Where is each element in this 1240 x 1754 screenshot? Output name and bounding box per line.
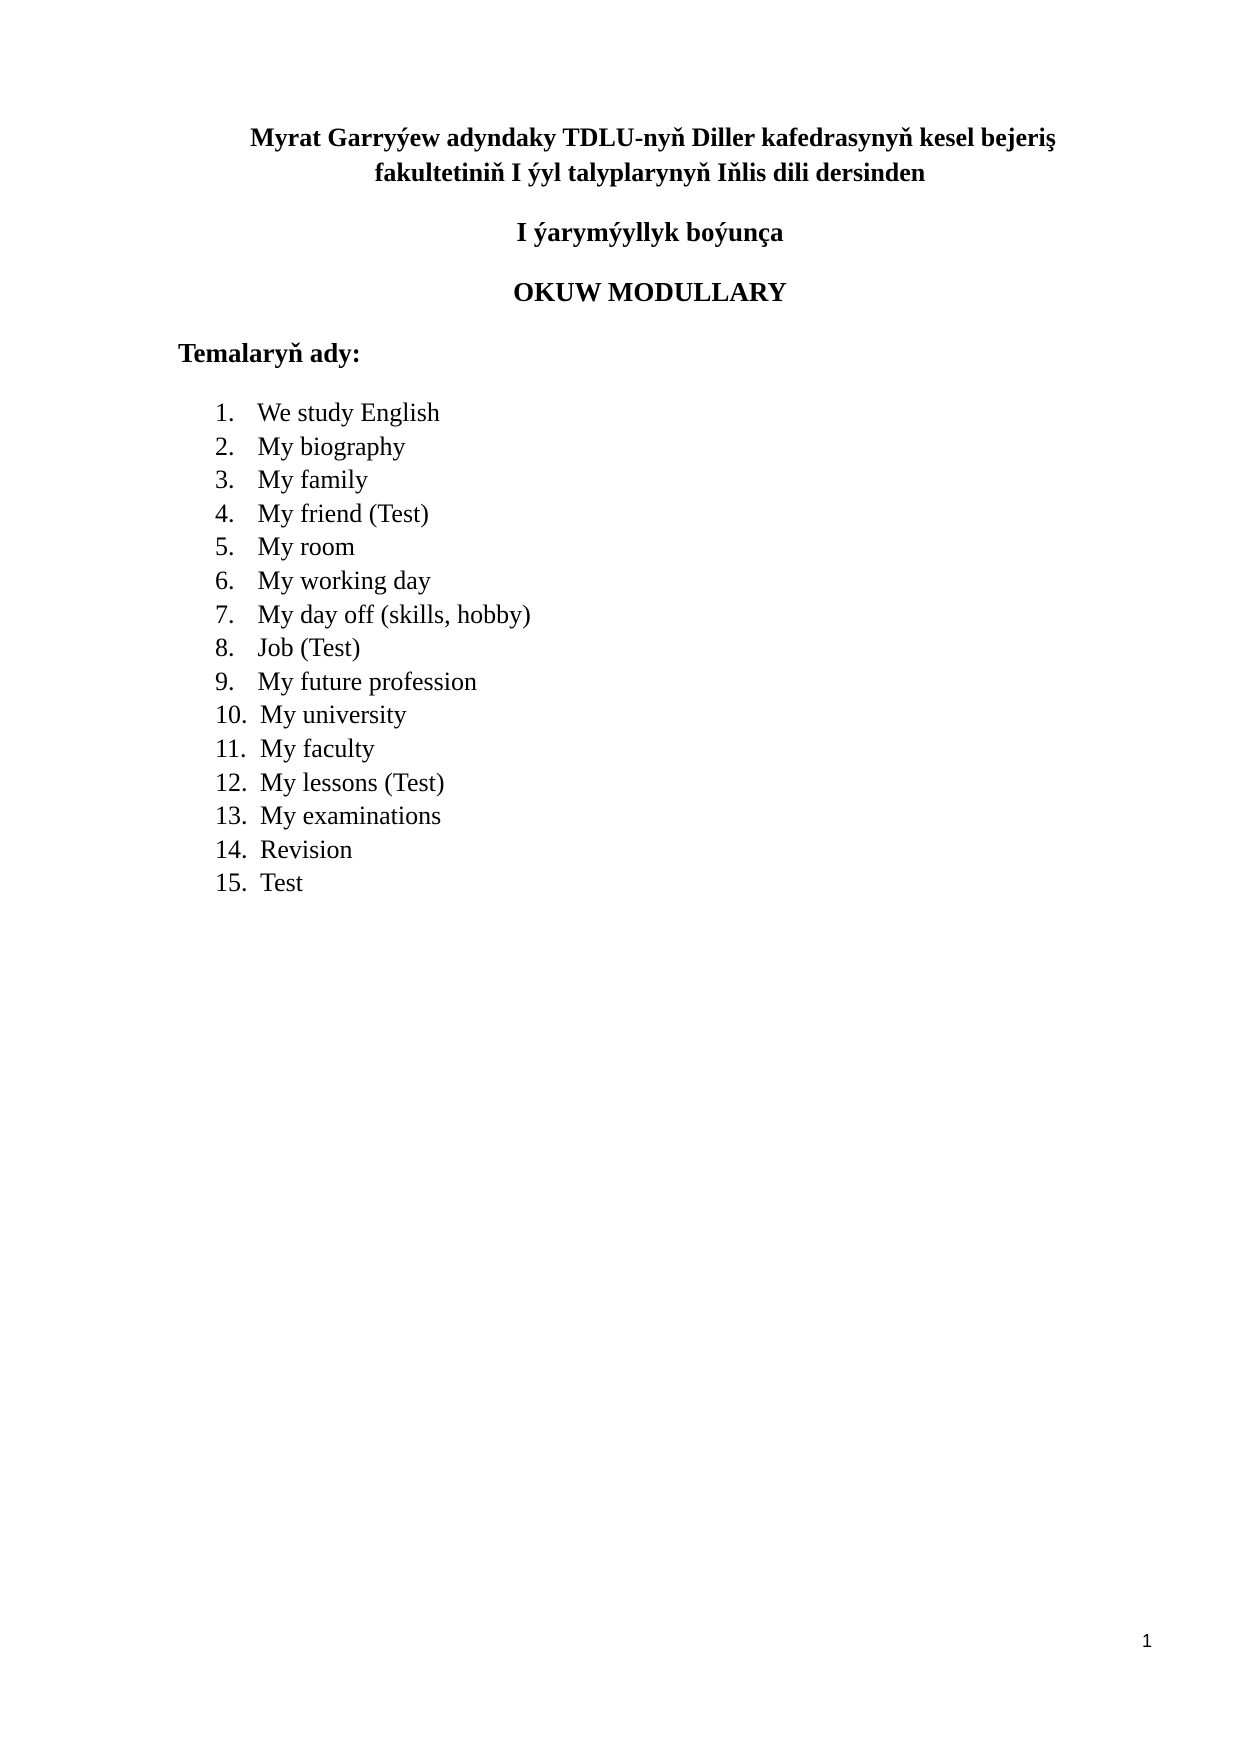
topic-text: My future profession — [257, 666, 478, 696]
page-number: 1 — [1141, 1631, 1152, 1651]
document-title: OKUW MODULLARY — [513, 277, 787, 307]
topic-number: 6. — [215, 565, 235, 595]
topic-number: 9. — [215, 666, 235, 696]
topic-item — [215, 766, 531, 800]
topic-text: My examinations — [260, 801, 442, 831]
topic-number: 13. — [215, 801, 248, 831]
topic-text: My lessons (Test) — [260, 767, 445, 797]
topic-item — [215, 665, 531, 699]
topic-number: 8. — [215, 633, 235, 663]
topic-item — [215, 698, 531, 732]
semester-heading: I ýarymýyllyk boýunça — [516, 217, 784, 247]
topic-number: 11. — [215, 733, 247, 763]
topic-text: Job (Test) — [257, 633, 361, 663]
topic-number: 15. — [215, 868, 248, 898]
topic-text: My biography — [257, 431, 406, 461]
topic-list — [215, 396, 531, 900]
topic-text: We study English — [257, 398, 440, 427]
topic-number: 14. — [215, 834, 248, 864]
topic-text: My university — [260, 700, 407, 730]
topic-item — [215, 598, 531, 632]
topic-item — [215, 799, 531, 833]
topic-item — [215, 497, 531, 531]
topic-item — [215, 631, 531, 665]
topic-number: 5. — [215, 532, 235, 562]
topic-item — [215, 564, 531, 598]
topic-item — [215, 866, 531, 900]
topic-number: 12. — [215, 767, 248, 797]
topic-item — [215, 732, 531, 766]
header-line-1: Myrat Garryýew adyndaky TDLU-nyň Diller kafedrasynyň kesel bejeriş — [250, 123, 1056, 152]
topic-text: My friend (Test) — [257, 498, 429, 528]
topic-item — [215, 396, 531, 430]
topic-text: Test — [260, 868, 303, 898]
topic-number: 4. — [215, 498, 235, 528]
topic-number: 10. — [215, 700, 248, 730]
topic-text: My room — [257, 532, 355, 562]
topic-text: Revision — [260, 834, 353, 864]
topic-text: My family — [257, 465, 368, 495]
topic-text: My day off (skills, hobby) — [257, 599, 531, 629]
topic-text: My working day — [257, 565, 431, 595]
header-line-2: fakultetiniň I ýyl talyplarynyň Iňlis dili dersinden — [374, 158, 926, 187]
topic-item — [215, 463, 531, 497]
topic-number: 3. — [215, 465, 235, 495]
topic-number: 1. — [215, 398, 235, 427]
topic-item — [215, 530, 531, 564]
topic-number: 7. — [215, 599, 235, 629]
topics-label: Temalaryň ady: — [178, 338, 361, 368]
topic-number: 2. — [215, 431, 235, 461]
topic-item — [215, 833, 531, 867]
topic-text: My faculty — [260, 733, 375, 763]
topic-item — [215, 430, 531, 464]
